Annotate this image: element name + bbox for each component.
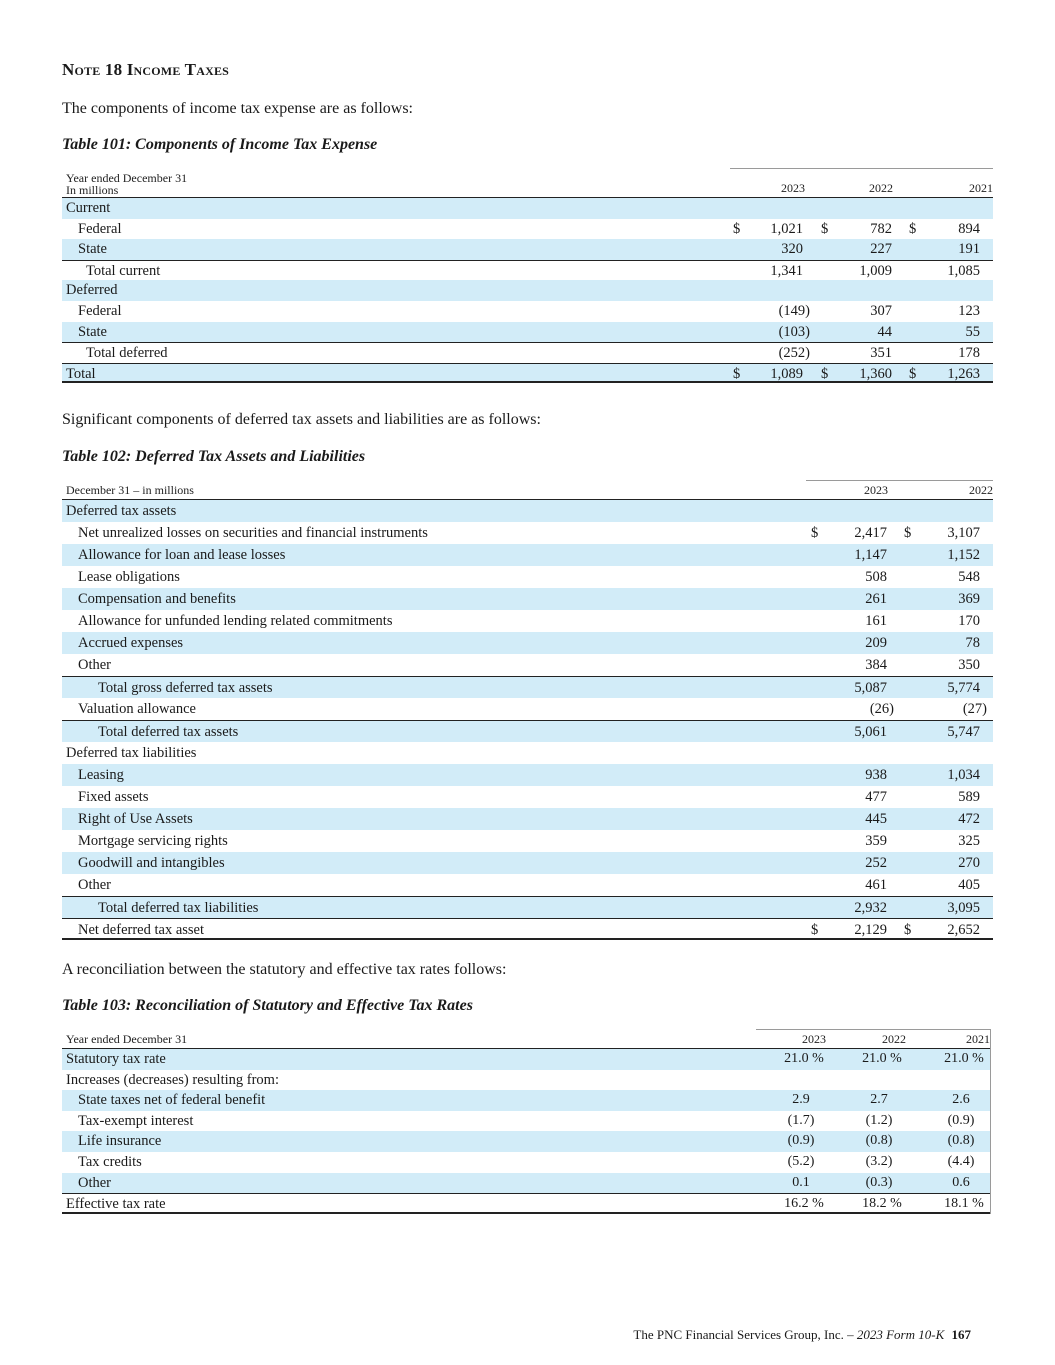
year-column-header: 2022 bbox=[888, 480, 993, 500]
table-101-caption: Table 101: Components of Income Tax Expense bbox=[62, 136, 378, 153]
table-row bbox=[62, 522, 993, 544]
year-column-header: 2023 bbox=[756, 1029, 826, 1049]
page-number: 167 bbox=[951, 1327, 971, 1342]
cell-value: (149) bbox=[778, 302, 810, 319]
table-header bbox=[62, 480, 993, 500]
table-row bbox=[62, 764, 993, 786]
cell-value: (0.8) bbox=[865, 1133, 893, 1149]
cell-value: 2.9 bbox=[792, 1092, 810, 1108]
table-row bbox=[62, 1070, 991, 1091]
cell-value: 2,129 bbox=[854, 922, 887, 938]
table-row bbox=[62, 1131, 991, 1152]
cell-value: 320 bbox=[781, 241, 803, 258]
cell-value: 1,152 bbox=[947, 547, 980, 563]
cell-value: (3.2) bbox=[865, 1153, 893, 1169]
header-label-line2: In millions bbox=[66, 183, 119, 197]
cell-value: 2.7 bbox=[870, 1092, 888, 1108]
row-label: Total bbox=[66, 365, 96, 382]
table-row bbox=[62, 280, 993, 301]
cell-value: 1,089 bbox=[770, 365, 803, 382]
row-label: Effective tax rate bbox=[66, 1196, 166, 1213]
dollar-sign: $ bbox=[811, 525, 819, 541]
year-column-header: 2022 bbox=[805, 168, 893, 198]
cell-value: 191 bbox=[958, 241, 980, 258]
table-row bbox=[62, 198, 993, 219]
row-label: Current bbox=[66, 200, 111, 216]
cell-value: 1,021 bbox=[770, 220, 803, 237]
table-row bbox=[62, 1193, 991, 1214]
table-101 bbox=[62, 168, 993, 383]
row-label: Right of Use Assets bbox=[78, 811, 193, 827]
cell-value: 78 bbox=[965, 635, 980, 651]
row-label: Lease obligations bbox=[78, 569, 180, 585]
table-row bbox=[62, 676, 993, 698]
row-label: Net deferred tax asset bbox=[78, 922, 205, 938]
footer-company: The PNC Financial Services Group, Inc. – bbox=[633, 1327, 854, 1342]
table-row bbox=[62, 1111, 991, 1132]
cell-value: 16.2 % bbox=[784, 1196, 824, 1212]
cell-value: 384 bbox=[865, 657, 887, 673]
row-label: Other bbox=[78, 1174, 112, 1191]
table-row bbox=[62, 698, 993, 720]
row-label: Goodwill and intangibles bbox=[78, 855, 225, 871]
cell-value: 161 bbox=[865, 613, 887, 629]
intro-paragraph-2: Significant components of deferred tax assets and liabilities are as follows: bbox=[62, 411, 541, 428]
table-row bbox=[62, 219, 993, 240]
dollar-sign: $ bbox=[821, 220, 829, 237]
cell-value: 21.0 % bbox=[784, 1051, 824, 1066]
row-label: Deferred tax liabilities bbox=[66, 745, 197, 761]
cell-value: 2.6 bbox=[952, 1092, 970, 1108]
table-row bbox=[62, 363, 993, 384]
table-header bbox=[62, 1029, 991, 1049]
cell-value: (26) bbox=[869, 701, 894, 717]
table-row bbox=[62, 260, 993, 281]
cell-value: 477 bbox=[865, 789, 887, 805]
table-row bbox=[62, 654, 993, 676]
table-row bbox=[62, 874, 993, 896]
row-label: Allowance for unfunded lending related commitments bbox=[78, 613, 393, 629]
row-label: Valuation allowance bbox=[78, 701, 196, 717]
table-102 bbox=[62, 480, 993, 940]
table-row bbox=[62, 544, 993, 566]
table-row bbox=[62, 720, 993, 742]
table-row bbox=[62, 1090, 991, 1111]
table-row bbox=[62, 808, 993, 830]
table-header bbox=[62, 168, 993, 198]
header-label-line1: Year ended December 31 bbox=[66, 171, 188, 185]
row-label: Mortgage servicing rights bbox=[78, 833, 228, 849]
year-column-header: 2023 bbox=[806, 480, 888, 500]
cell-value: 405 bbox=[958, 877, 980, 893]
row-label: Tax credits bbox=[78, 1153, 142, 1170]
cell-value: 350 bbox=[958, 657, 980, 673]
row-label: State bbox=[78, 323, 107, 340]
row-label: Other bbox=[78, 877, 112, 893]
column-border bbox=[990, 1029, 991, 1214]
dollar-sign: $ bbox=[909, 220, 917, 237]
row-label: Total gross deferred tax assets bbox=[98, 680, 273, 696]
cell-value: 44 bbox=[877, 323, 892, 340]
cell-value: 252 bbox=[865, 855, 887, 871]
cell-value: 472 bbox=[958, 811, 980, 827]
cell-value: 21.0 % bbox=[862, 1051, 902, 1066]
row-label: Net unrealized losses on securities and financial instruments bbox=[78, 525, 428, 541]
cell-value: 3,107 bbox=[947, 525, 980, 541]
cell-value: 325 bbox=[958, 833, 980, 849]
cell-value: 1,009 bbox=[859, 262, 892, 279]
year-column-header: 2023 bbox=[730, 168, 805, 198]
table-row bbox=[62, 632, 993, 654]
cell-value: (0.3) bbox=[865, 1174, 893, 1190]
table-row bbox=[62, 239, 993, 260]
table-102-caption: Table 102: Deferred Tax Assets and Liabilities bbox=[62, 448, 366, 465]
cell-value: 508 bbox=[865, 569, 887, 585]
cell-value: 782 bbox=[870, 220, 892, 237]
cell-value: 938 bbox=[865, 767, 887, 783]
cell-value: 18.1 % bbox=[944, 1196, 984, 1212]
cell-value: 3,095 bbox=[947, 900, 980, 916]
row-label: Statutory tax rate bbox=[66, 1051, 166, 1067]
cell-value: 894 bbox=[958, 220, 980, 237]
page-footer bbox=[633, 1327, 971, 1343]
row-label: Accrued expenses bbox=[78, 635, 184, 651]
row-label: Increases (decreases) resulting from: bbox=[66, 1071, 279, 1088]
cell-value: 1,085 bbox=[947, 262, 980, 279]
cell-value: 0.6 bbox=[952, 1174, 970, 1190]
table-row bbox=[62, 588, 993, 610]
row-label: Life insurance bbox=[78, 1133, 162, 1150]
row-label: Leasing bbox=[78, 767, 124, 783]
cell-value: 445 bbox=[865, 811, 887, 827]
cell-value: 461 bbox=[865, 877, 887, 893]
cell-value: 5,061 bbox=[854, 724, 887, 740]
cell-value: 307 bbox=[870, 302, 892, 319]
table-row bbox=[62, 342, 993, 363]
dollar-sign: $ bbox=[733, 365, 741, 382]
cell-value: 1,147 bbox=[854, 547, 887, 563]
table-row bbox=[62, 786, 993, 808]
table-row bbox=[62, 610, 993, 632]
cell-value: 1,263 bbox=[947, 365, 980, 382]
cell-value: (1.7) bbox=[787, 1112, 815, 1128]
cell-value: (5.2) bbox=[787, 1153, 815, 1169]
table-row bbox=[62, 830, 993, 852]
cell-value: 123 bbox=[958, 302, 980, 319]
cell-value: (0.8) bbox=[947, 1133, 975, 1149]
table-row bbox=[62, 918, 993, 940]
cell-value: 2,932 bbox=[854, 900, 887, 916]
cell-value: 270 bbox=[958, 855, 980, 871]
table-row bbox=[62, 322, 993, 343]
table-row bbox=[62, 1173, 991, 1194]
cell-value: (103) bbox=[778, 323, 810, 340]
row-label: Allowance for loan and lease losses bbox=[78, 547, 286, 563]
cell-value: 2,652 bbox=[947, 922, 980, 938]
year-column-header: 2021 bbox=[906, 1029, 991, 1049]
cell-value: 5,774 bbox=[947, 680, 980, 696]
cell-value: 548 bbox=[958, 569, 980, 585]
note-title: Note 18 Income Taxes bbox=[62, 60, 230, 79]
header-label: December 31 – in millions bbox=[66, 483, 194, 497]
row-label: Compensation and benefits bbox=[78, 591, 236, 607]
cell-value: 55 bbox=[965, 323, 980, 340]
cell-value: (1.2) bbox=[865, 1112, 893, 1128]
cell-value: 359 bbox=[865, 833, 887, 849]
intro-paragraph-1: The components of income tax expense are as follows: bbox=[62, 100, 413, 117]
intro-paragraph-3: A reconciliation between the statutory and effective tax rates follows: bbox=[62, 961, 507, 978]
table-row bbox=[62, 566, 993, 588]
row-label: Federal bbox=[78, 220, 122, 237]
row-label: Total deferred bbox=[86, 345, 168, 362]
dollar-sign: $ bbox=[811, 922, 819, 938]
row-label: Federal bbox=[78, 302, 122, 319]
cell-value: 170 bbox=[958, 613, 980, 629]
table-row bbox=[62, 896, 993, 918]
cell-value: 0.1 bbox=[792, 1174, 810, 1190]
cell-value: 5,087 bbox=[854, 680, 887, 696]
cell-value: 21.0 % bbox=[944, 1051, 984, 1066]
row-label: State bbox=[78, 241, 107, 258]
row-label: Deferred bbox=[66, 282, 118, 299]
row-label: Total deferred tax liabilities bbox=[98, 900, 259, 916]
cell-value: (0.9) bbox=[947, 1112, 975, 1128]
cell-value: 1,360 bbox=[859, 365, 892, 382]
cell-value: 1,341 bbox=[770, 262, 803, 279]
cell-value: 227 bbox=[870, 241, 892, 258]
table-103-caption: Table 103: Reconciliation of Statutory and Effective Tax Rates bbox=[62, 997, 473, 1014]
dollar-sign: $ bbox=[904, 922, 912, 938]
table-row bbox=[62, 1152, 991, 1173]
dollar-sign: $ bbox=[909, 365, 917, 382]
cell-value: 18.2 % bbox=[862, 1196, 902, 1212]
table-row bbox=[62, 301, 993, 322]
year-column-header: 2021 bbox=[893, 168, 993, 198]
dollar-sign: $ bbox=[904, 525, 912, 541]
cell-value: (27) bbox=[962, 701, 987, 717]
cell-value: 178 bbox=[958, 345, 980, 362]
row-label: Total deferred tax assets bbox=[98, 724, 239, 740]
cell-value: 351 bbox=[870, 345, 892, 362]
row-label: Other bbox=[78, 657, 112, 673]
row-label: Fixed assets bbox=[78, 789, 149, 805]
table-row bbox=[62, 1049, 991, 1070]
header-label: Year ended December 31 bbox=[66, 1032, 188, 1046]
cell-value: 209 bbox=[865, 635, 887, 651]
cell-value: (252) bbox=[778, 345, 810, 362]
cell-value: 589 bbox=[958, 789, 980, 805]
dollar-sign: $ bbox=[821, 365, 829, 382]
cell-value: (4.4) bbox=[947, 1153, 975, 1169]
footer-form: 2023 Form 10-K bbox=[856, 1327, 945, 1342]
row-label: Deferred tax assets bbox=[66, 503, 177, 519]
cell-value: 261 bbox=[865, 591, 887, 607]
table-row bbox=[62, 742, 993, 764]
dollar-sign: $ bbox=[733, 220, 741, 237]
cell-value: 2,417 bbox=[854, 525, 887, 541]
cell-value: 1,034 bbox=[947, 767, 980, 783]
row-label: State taxes net of federal benefit bbox=[78, 1092, 266, 1109]
table-103 bbox=[62, 1029, 991, 1214]
table-row bbox=[62, 852, 993, 874]
cell-value: (0.9) bbox=[787, 1133, 815, 1149]
cell-value: 369 bbox=[958, 591, 980, 607]
table-row bbox=[62, 500, 993, 522]
cell-value: 5,747 bbox=[947, 724, 980, 740]
year-column-header: 2022 bbox=[826, 1029, 906, 1049]
row-label: Total current bbox=[86, 262, 161, 279]
row-label: Tax-exempt interest bbox=[78, 1112, 194, 1129]
